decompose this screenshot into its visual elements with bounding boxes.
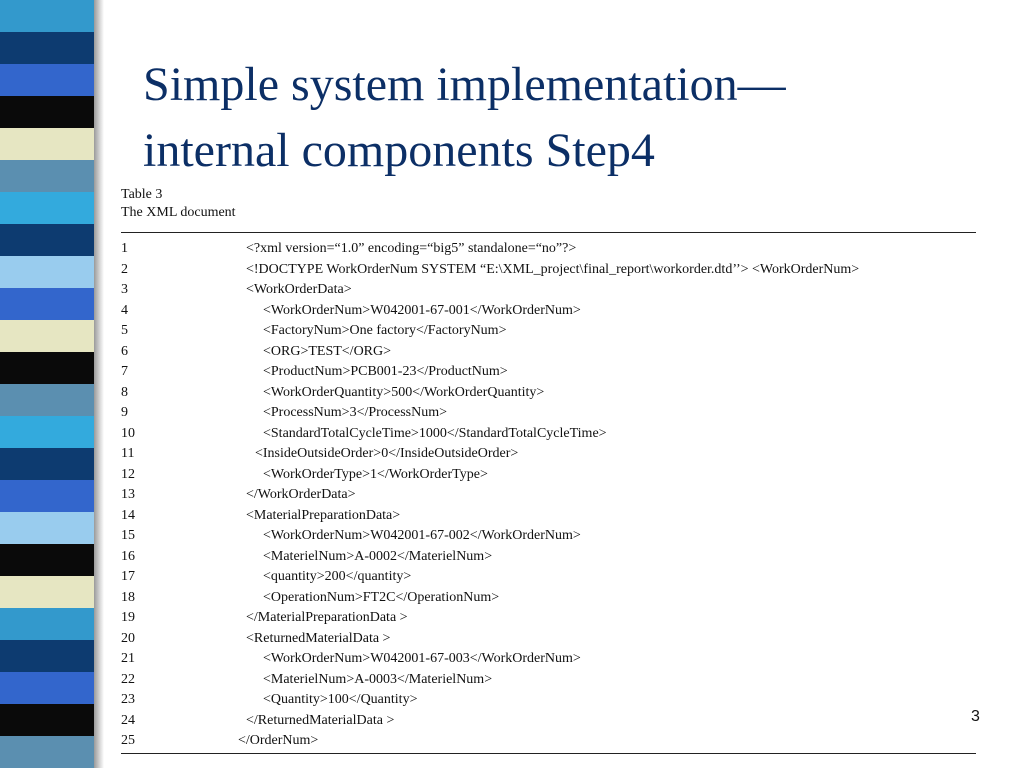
line-code: <Quantity>100</Quantity>	[263, 692, 418, 707]
line-code: <WorkOrderType>1</WorkOrderType>	[263, 466, 488, 482]
code-line	[121, 280, 1001, 301]
stripe	[0, 256, 94, 288]
code-line	[121, 588, 1001, 609]
code-line	[121, 547, 1001, 568]
line-code: </MaterialPreparationData >	[246, 610, 408, 625]
line-code: <OperationNum>FT2C</OperationNum>	[263, 589, 500, 605]
line-number: 9	[121, 405, 128, 420]
stripe	[0, 608, 94, 640]
stripe	[0, 384, 94, 416]
stripe	[0, 128, 94, 160]
line-code: <MaterialPreparationData>	[246, 507, 401, 523]
line-number: 10	[121, 425, 135, 441]
stripe	[0, 352, 94, 384]
code-line	[121, 485, 1001, 506]
table-caption	[121, 186, 236, 222]
line-code: </ReturnedMaterialData >	[246, 712, 395, 728]
line-code: <ORG>TEST</ORG>	[263, 343, 392, 359]
code-line	[121, 424, 1001, 445]
table-caption-title: The XML document	[121, 205, 236, 220]
line-code: <FactoryNum>One factory</FactoryNum>	[263, 323, 507, 338]
line-number: 16	[121, 548, 135, 564]
slide-title-line-2: internal components Step4	[143, 124, 655, 177]
stripe	[0, 96, 94, 128]
line-number: 3	[121, 282, 128, 297]
line-code: <MaterielNum>A-0003</MaterielNum>	[263, 671, 493, 687]
table-top-rule	[121, 232, 976, 233]
line-number: 19	[121, 610, 135, 625]
line-number: 11	[121, 446, 135, 461]
line-code: </WorkOrderData>	[246, 487, 356, 502]
page-number: 3	[971, 708, 980, 725]
line-number: 25	[121, 733, 135, 748]
stripe	[0, 576, 94, 608]
code-line	[121, 383, 1001, 404]
line-number: 15	[121, 528, 135, 543]
code-line	[121, 649, 1001, 670]
line-number: 8	[121, 384, 128, 400]
table-caption-number: Table 3	[121, 187, 163, 202]
stripe	[0, 160, 94, 192]
stripe	[0, 704, 94, 736]
stripe	[0, 640, 94, 672]
code-line	[121, 465, 1001, 486]
line-number: 5	[121, 323, 128, 338]
line-number: 13	[121, 487, 135, 502]
line-code: <InsideOutsideOrder>0</InsideOutsideOrder>	[255, 446, 519, 461]
stripe	[0, 288, 94, 320]
line-code: <WorkOrderNum>W042001-67-001</WorkOrderNum>	[263, 302, 581, 318]
stripe	[0, 544, 94, 576]
code-line	[121, 444, 1001, 465]
code-line	[121, 690, 1001, 711]
code-line	[121, 321, 1001, 342]
table-bottom-rule	[121, 753, 976, 754]
line-code: <?xml version=“1.0” encoding=“big5” standalone=“no”?>	[246, 241, 577, 256]
line-code: </OrderNum>	[238, 733, 319, 748]
line-number: 23	[121, 692, 135, 707]
line-code: <StandardTotalCycleTime>1000</StandardTotalCycleTime>	[263, 425, 607, 441]
code-line	[121, 526, 1001, 547]
line-number: 14	[121, 507, 135, 523]
slide-title-line-1: Simple system implementation—	[143, 58, 786, 111]
code-line	[121, 239, 1001, 260]
code-line	[121, 506, 1001, 527]
stripe	[0, 64, 94, 96]
stripe	[0, 672, 94, 704]
stripe	[0, 0, 94, 32]
line-number: 22	[121, 671, 135, 687]
line-number: 17	[121, 569, 135, 584]
code-line	[121, 629, 1001, 650]
stripe	[0, 416, 94, 448]
code-line	[121, 342, 1001, 363]
stripe	[0, 480, 94, 512]
line-code: <WorkOrderQuantity>500</WorkOrderQuantity>	[263, 384, 545, 400]
code-line	[121, 711, 1001, 732]
line-number: 1	[121, 241, 128, 256]
line-code: <ProcessNum>3</ProcessNum>	[263, 405, 448, 420]
stripe	[0, 224, 94, 256]
line-number: 7	[121, 364, 128, 379]
line-code: <WorkOrderNum>W042001-67-002</WorkOrderNum>	[263, 528, 581, 543]
stripe	[0, 192, 94, 224]
line-number: 4	[121, 302, 128, 318]
stripe	[0, 736, 94, 768]
line-code: <!DOCTYPE WorkOrderNum SYSTEM “E:\XML_project\final_report\workorder.dtd’’> <WorkOrderNum>	[246, 261, 860, 277]
line-code: <quantity>200</quantity>	[263, 569, 412, 584]
code-line	[121, 403, 1001, 424]
code-line	[121, 301, 1001, 322]
line-code: <ReturnedMaterialData >	[246, 630, 391, 646]
line-number: 20	[121, 630, 135, 646]
line-number: 12	[121, 466, 135, 482]
xml-code-listing	[121, 239, 1001, 752]
line-code: <WorkOrderData>	[246, 282, 352, 297]
line-number: 2	[121, 261, 128, 277]
decorative-stripe-bar	[0, 0, 94, 768]
code-line	[121, 670, 1001, 691]
line-number: 24	[121, 712, 135, 728]
code-line	[121, 362, 1001, 383]
line-number: 6	[121, 343, 128, 359]
line-number: 18	[121, 589, 135, 605]
code-line	[121, 731, 1001, 752]
stripe	[0, 32, 94, 64]
stripe-bar-shadow	[94, 0, 104, 768]
slide-title	[143, 52, 1003, 184]
line-code: <MaterielNum>A-0002</MaterielNum>	[263, 548, 493, 564]
stripe	[0, 512, 94, 544]
line-code: <ProductNum>PCB001-23</ProductNum>	[263, 364, 508, 379]
code-line	[121, 260, 1001, 281]
code-line	[121, 608, 1001, 629]
line-code: <WorkOrderNum>W042001-67-003</WorkOrderNum>	[263, 651, 581, 666]
stripe	[0, 320, 94, 352]
stripe	[0, 448, 94, 480]
line-number: 21	[121, 651, 135, 666]
code-line	[121, 567, 1001, 588]
